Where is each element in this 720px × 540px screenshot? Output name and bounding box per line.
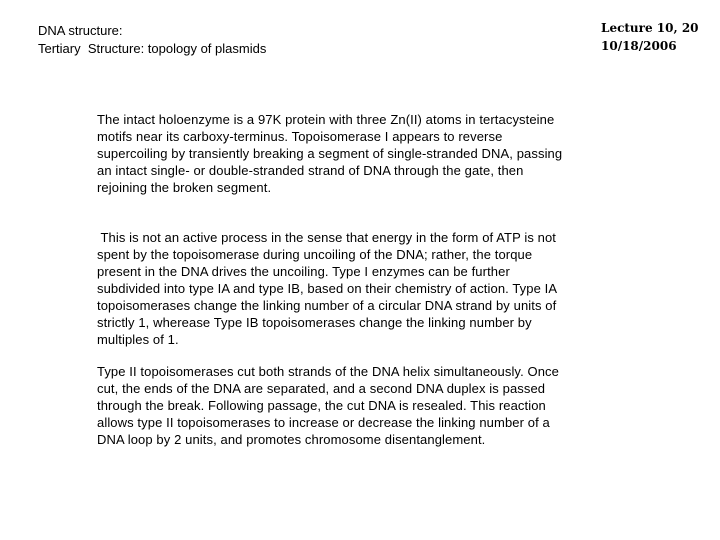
- lecture-date: 10/18/2006: [601, 39, 677, 53]
- title-line-1: DNA structure:: [38, 23, 123, 38]
- paragraph-line: rejoining the broken segment.: [97, 180, 272, 195]
- paragraph-line: allows type II topoisomerases to increase or decrease the linking number of a: [97, 415, 550, 430]
- slide-title: [38, 22, 266, 58]
- paragraph-line: topoisomerases change the linking number of a circular DNA strand by units of: [97, 298, 557, 313]
- paragraph-topoisomerase-1: [97, 111, 562, 196]
- paragraph-line: through the break. Following passage, the cut DNA is resealed. This reaction: [97, 398, 546, 413]
- paragraph-energy: [97, 229, 557, 348]
- paragraph-line: present in the DNA drives the uncoiling. Type I enzymes can be further: [97, 264, 510, 279]
- paragraph-line: Type II topoisomerases cut both strands of the DNA helix simultaneously. Once: [97, 364, 559, 379]
- lecture-number: Lecture 10, 20: [601, 21, 699, 35]
- paragraph-line: motifs near its carboxy-terminus. Topoisomerase I appears to reverse: [97, 129, 503, 144]
- paragraph-line: subdivided into type IA and type IB, based on their chemistry of action. Type IA: [97, 281, 558, 296]
- paragraph-line: an intact single- or double-stranded strand of DNA through the gate, then: [97, 163, 524, 178]
- paragraph-line: cut, the ends of the DNA are separated, and a second DNA duplex is passed: [97, 381, 546, 396]
- paragraph-line: This is not an active process in the sense that energy in the form of ATP is not: [97, 230, 557, 245]
- paragraph-line: multiples of 1.: [97, 332, 179, 347]
- paragraph-line: DNA loop by 2 units, and promotes chromosome disentanglement.: [97, 432, 486, 447]
- paragraph-line: supercoiling by transiently breaking a segment of single-stranded DNA, passing: [97, 146, 563, 161]
- paragraph-line: strictly 1, wherease Type IB topoisomerases change the linking number by: [97, 315, 532, 330]
- paragraph-line: spent by the topoisomerase during uncoiling of the DNA; rather, the torque: [97, 247, 533, 262]
- lecture-info: [601, 19, 699, 55]
- paragraph-topoisomerase-2: [97, 363, 559, 448]
- paragraph-line: The intact holoenzyme is a 97K protein with three Zn(II) atoms in tertacysteine: [97, 112, 555, 127]
- title-line-2: Tertiary Structure: topology of plasmids: [38, 41, 267, 56]
